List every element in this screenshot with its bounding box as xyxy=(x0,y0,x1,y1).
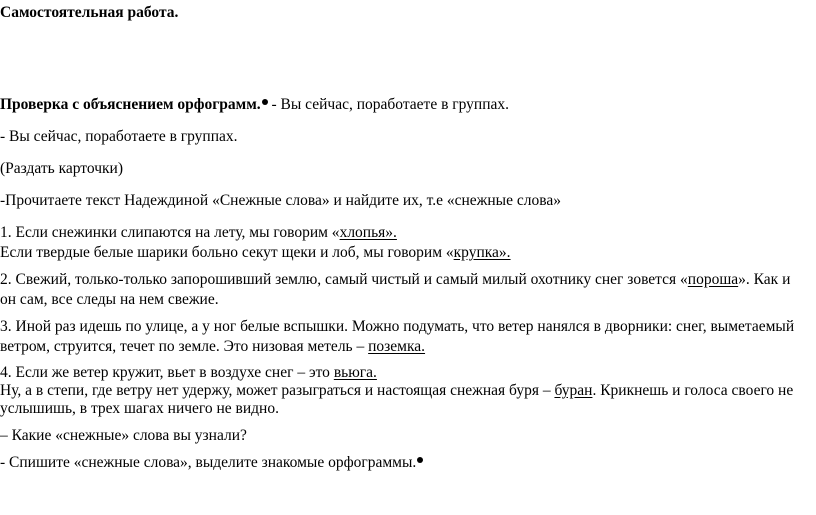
p2-text-b: ». Как и xyxy=(738,271,791,288)
bullet-icon xyxy=(417,457,423,463)
paragraph-4-line-1 xyxy=(0,363,377,383)
paragraph-3-line-2 xyxy=(0,337,425,357)
paragraph-3-line-1: 3. Иной раз идешь по улице, а у ног белые вспышки. Можно подумать, что ветер нанялся в дворники: снег, выметаемый xyxy=(0,318,795,335)
p3-text-b: ветром, струится, течет по земле. Это низовая метель – xyxy=(0,338,369,355)
snow-word-pozemka: поземка. xyxy=(368,338,426,355)
question-line: – Какие «снежные» слова вы узнали? xyxy=(0,427,247,444)
paragraph-1-line-1 xyxy=(0,223,397,243)
p2-text-a: 2. Свежий, только-только запорошивший землю, самый чистый и самый милый охотнику снег зовется « xyxy=(0,271,688,288)
p1-text-b: Если твердые белые шарики больно секут щеки и лоб, мы говорим « xyxy=(0,244,454,261)
paragraph-4-line-2 xyxy=(0,381,793,401)
document-title: Самостоятельная работа. xyxy=(0,4,179,21)
cards-line: (Раздать карточки) xyxy=(0,160,124,177)
snow-word-porosha: пороша xyxy=(687,271,739,288)
p4-text-a: 4. Если же ветер кружит, вьет в воздухе снег – это xyxy=(0,364,334,381)
p1-text-a: 1. Если снежинки слипаются на лету, мы говорим « xyxy=(0,224,340,241)
snow-word-hlopya: хлопья». xyxy=(339,224,397,241)
paragraph-4-line-3: услышишь, в трех шагах ничего не видно. xyxy=(0,400,279,417)
p4-text-c: . Крикнешь и голоса своего не xyxy=(592,382,794,399)
task-text: - Спишите «снежные слова», выделите знакомые орфограммы. xyxy=(0,454,417,471)
paragraph-2-line-2: он сам, все следы на нем свежие. xyxy=(0,291,219,308)
snow-word-vyuga: вьюга. xyxy=(333,364,377,381)
check-heading-bold: Проверка с объяснением орфограмм. xyxy=(0,96,261,113)
check-heading-rest: - Вы сейчас, поработаете в группах. xyxy=(267,96,510,113)
p4-text-b: Ну, а в степи, где ветру нет удержу, может разыграться и настоящая снежная буря – xyxy=(0,382,555,399)
task-line xyxy=(0,453,423,473)
check-heading xyxy=(0,95,509,115)
paragraph-2-line-1 xyxy=(0,270,790,290)
snow-word-buran: буран xyxy=(554,382,593,399)
read-instruction: -Прочитаете текст Надеждиной «Снежные слова» и найдите их, т.е «снежные слова» xyxy=(0,192,561,209)
groups-line: - Вы сейчас, поработаете в группах. xyxy=(0,128,238,145)
snow-word-krupka: крупка». xyxy=(453,244,511,261)
paragraph-1-line-2 xyxy=(0,243,511,263)
